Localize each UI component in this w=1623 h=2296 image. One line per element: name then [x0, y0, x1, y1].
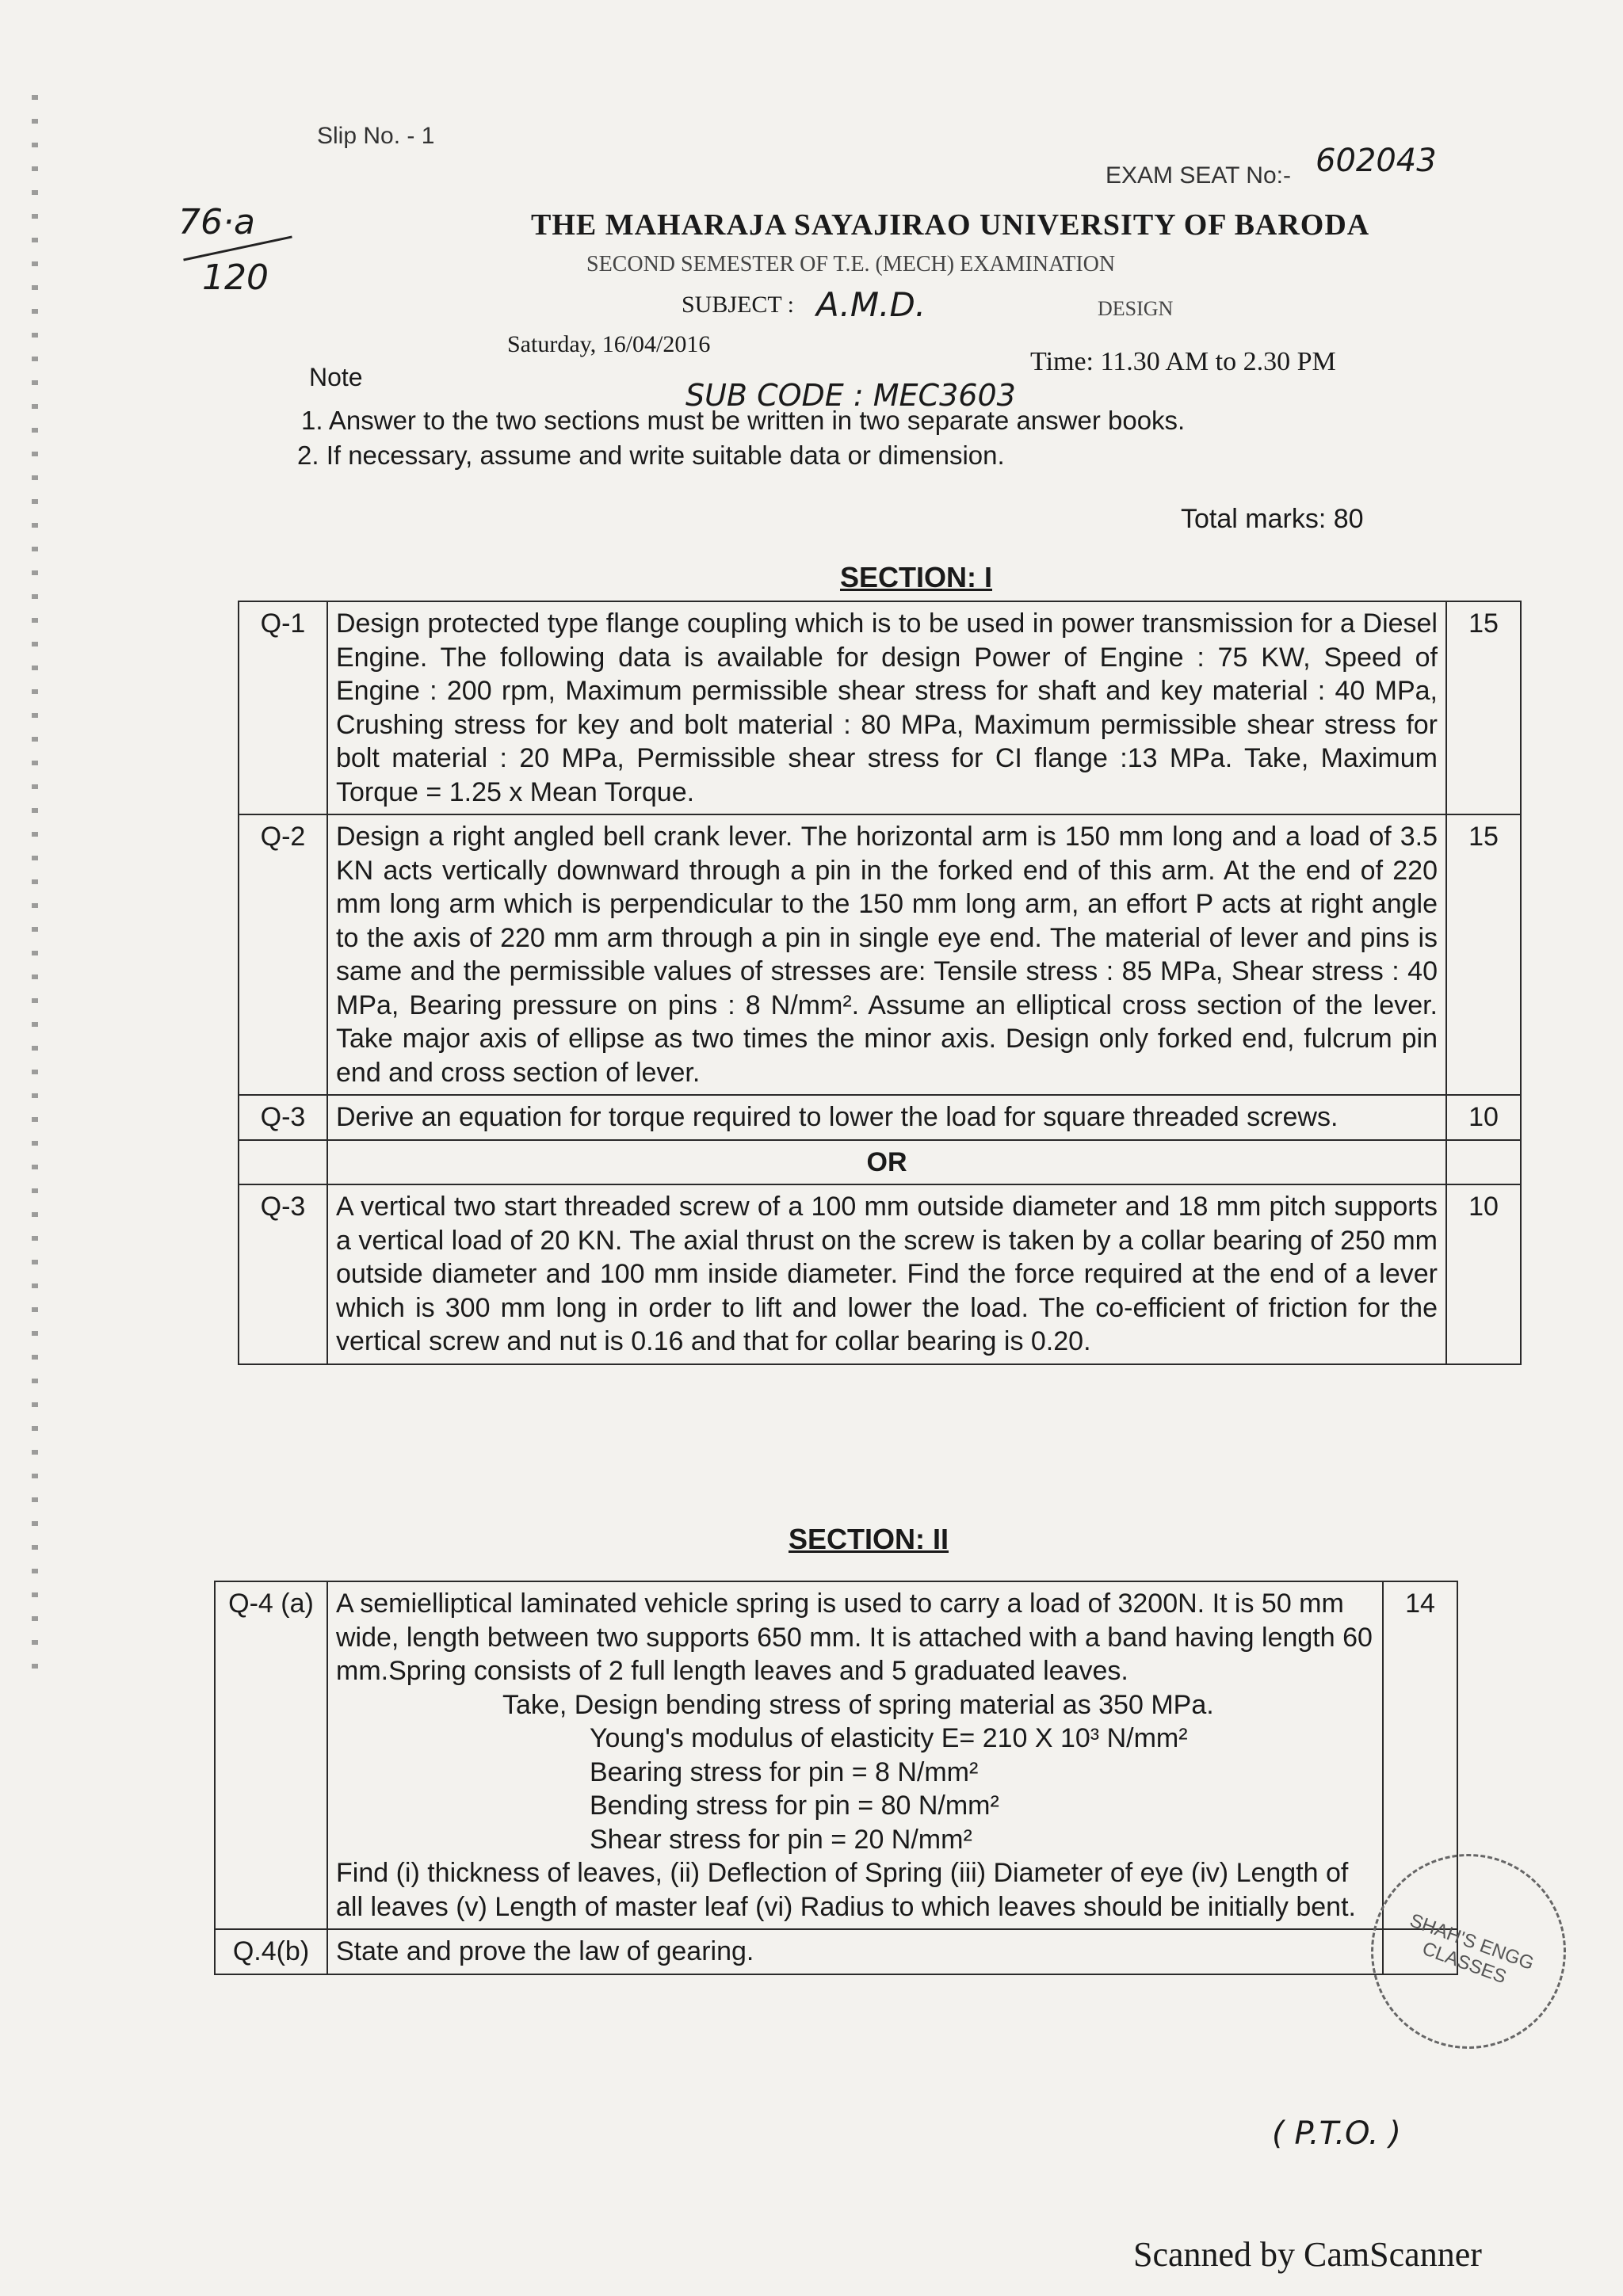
note-label: Note — [309, 363, 363, 391]
question-row-q4a — [215, 1581, 1457, 1929]
question-marks: 14 — [1383, 1581, 1457, 1929]
subject-handwritten: A.M.D. — [816, 285, 926, 324]
question-row-q1 — [239, 601, 1521, 814]
sub-code: SUB CODE : MEC3603 — [685, 378, 1016, 413]
semester-line: SECOND SEMESTER OF T.E. (MECH) EXAMINATION — [586, 252, 1116, 277]
pto-mark: ( P.T.O. ) — [1272, 2115, 1401, 2152]
question-marks: 10 — [1446, 1095, 1521, 1140]
handwritten-marks: 76·a — [178, 202, 255, 242]
given-design-stress: Take, Design bending stress of spring material as 350 MPa. — [502, 1689, 1214, 1720]
question-text: Derive an equation for torque required to lower the load for square threaded screws. — [327, 1095, 1446, 1140]
question-text: Design a right angled bell crank lever. The horizontal arm is 150 mm long and a load of 3.5 KN acts vertically downward through a pin in the forked end of this arm. At the end of 220 mm long arm which is perpendicular to the 150 mm long arm, an effort P acts at right angle to the axis of 220 mm arm through a pin in single eye end. The material of lever and pins is same and the permissible values of stresses are: Tensile stress : 85 MPa, Shear stress : 40 MPa, Bearing pressure on pins : 8 N/mm². Assume an elliptical cross section of the lever. Take major axis of ellipse as two times the minor axis. Design only forked end, fulcrum pin end and cross section of lever. — [327, 814, 1446, 1095]
question-body — [327, 1581, 1383, 1929]
note-2: 2. If necessary, assume and write suitable data or dimension. — [297, 441, 1005, 470]
question-row-q2 — [239, 814, 1521, 1095]
question-text: State and prove the law of gearing. — [327, 1929, 1383, 1974]
note-1: 1. Answer to the two sections must be written in two separate answer books. — [301, 406, 1186, 435]
given-bearing-stress: Bearing stress for pin = 8 N/mm² — [590, 1756, 979, 1787]
question-number: Q-3 — [239, 1095, 327, 1140]
university-name: THE MAHARAJA SAYAJIRAO UNIVERSITY OF BARODA — [531, 208, 1370, 242]
scan-edge-marks — [32, 95, 38, 1680]
question-intro: A semielliptical laminated vehicle spring is used to carry a load of 3200N. It is 50 mm wide, length between two supports 650 mm. It is attached with a band having length 60 mm.Spring consists of 2 full length leaves and 5 graduated leaves. — [336, 1589, 1373, 1686]
institute-stamp: SHAH'S ENGG CLASSES — [1343, 1826, 1593, 2076]
slip-number: Slip No. - 1 — [317, 123, 435, 149]
question-marks: 15 — [1446, 601, 1521, 814]
or-separator: OR — [327, 1140, 1446, 1185]
or-row — [239, 1140, 1521, 1185]
question-row-q4b — [215, 1929, 1457, 1974]
question-marks: 15 — [1446, 814, 1521, 1095]
question-number: Q-2 — [239, 814, 327, 1095]
question-number: Q-3 — [239, 1184, 327, 1364]
question-text: Design protected type flange coupling which is to be used in power transmission for a Diesel Engine. The following data is available for design Power of Engine : 75 KW, Speed of Engine : 200 rpm, Maximum permissible shear stress for shaft and key material : 40 MPa, Crushing stress for key and bolt material : 80 MPa, Maximum permissible shear stress for bolt material : 20 MPa, Permissible shear stress for CI flange :13 MPa. Take, Maximum Torque = 1.25 x Mean Torque. — [327, 601, 1446, 814]
exam-date: Saturday, 16/04/2016 — [507, 331, 711, 357]
exam-seat-label: EXAM SEAT No:- — [1106, 162, 1291, 189]
exam-seat-value: 602043 — [1316, 143, 1437, 179]
question-number: Q-1 — [239, 601, 327, 814]
section-2-title: SECTION: II — [789, 1523, 949, 1555]
question-marks: 10 — [1446, 1184, 1521, 1364]
section-1-title: SECTION: I — [840, 561, 993, 593]
given-youngs-modulus: Young's modulus of elasticity E= 210 X 10³ N/mm² — [590, 1723, 1188, 1753]
section-2-table — [214, 1581, 1458, 1975]
question-text: A vertical two start threaded screw of a 100 mm outside diameter and 18 mm pitch supports a vertical load of 20 KN. The axial thrust on the screw is taken by a collar bearing of 250 mm outside diameter and 100 mm inside diameter. Find the force required at the end of a lever which is 300 mm long in order to lift and lower the load. The co-efficient of friction for the vertical screw and nut is 0.16 and that for collar bearing is 0.20. — [327, 1184, 1446, 1364]
handwritten-marks-total: 120 — [202, 257, 269, 298]
subject-label: SUBJECT : — [682, 292, 794, 318]
question-find: Find (i) thickness of leaves, (ii) Deflection of Spring (iii) Diameter of eye (iv) Length of all leaves (v) Length of master leaf (vi) Radius to which leaves should be initially bent. — [336, 1858, 1356, 1922]
question-number: Q-4 (a) — [215, 1581, 327, 1929]
subject-suffix: DESIGN — [1098, 297, 1174, 320]
question-row-q3a — [239, 1095, 1521, 1140]
exam-time: Time: 11.30 AM to 2.30 PM — [1030, 347, 1336, 376]
section-1-table — [238, 601, 1522, 1365]
scanner-watermark: Scanned by CamScanner — [1133, 2235, 1482, 2274]
question-number: Q.4(b) — [215, 1929, 327, 1974]
given-shear-stress: Shear stress for pin = 20 N/mm² — [590, 1824, 972, 1855]
total-marks: Total marks: 80 — [1181, 504, 1364, 534]
question-row-q3b — [239, 1184, 1521, 1364]
given-bending-stress: Bending stress for pin = 80 N/mm² — [590, 1791, 999, 1821]
